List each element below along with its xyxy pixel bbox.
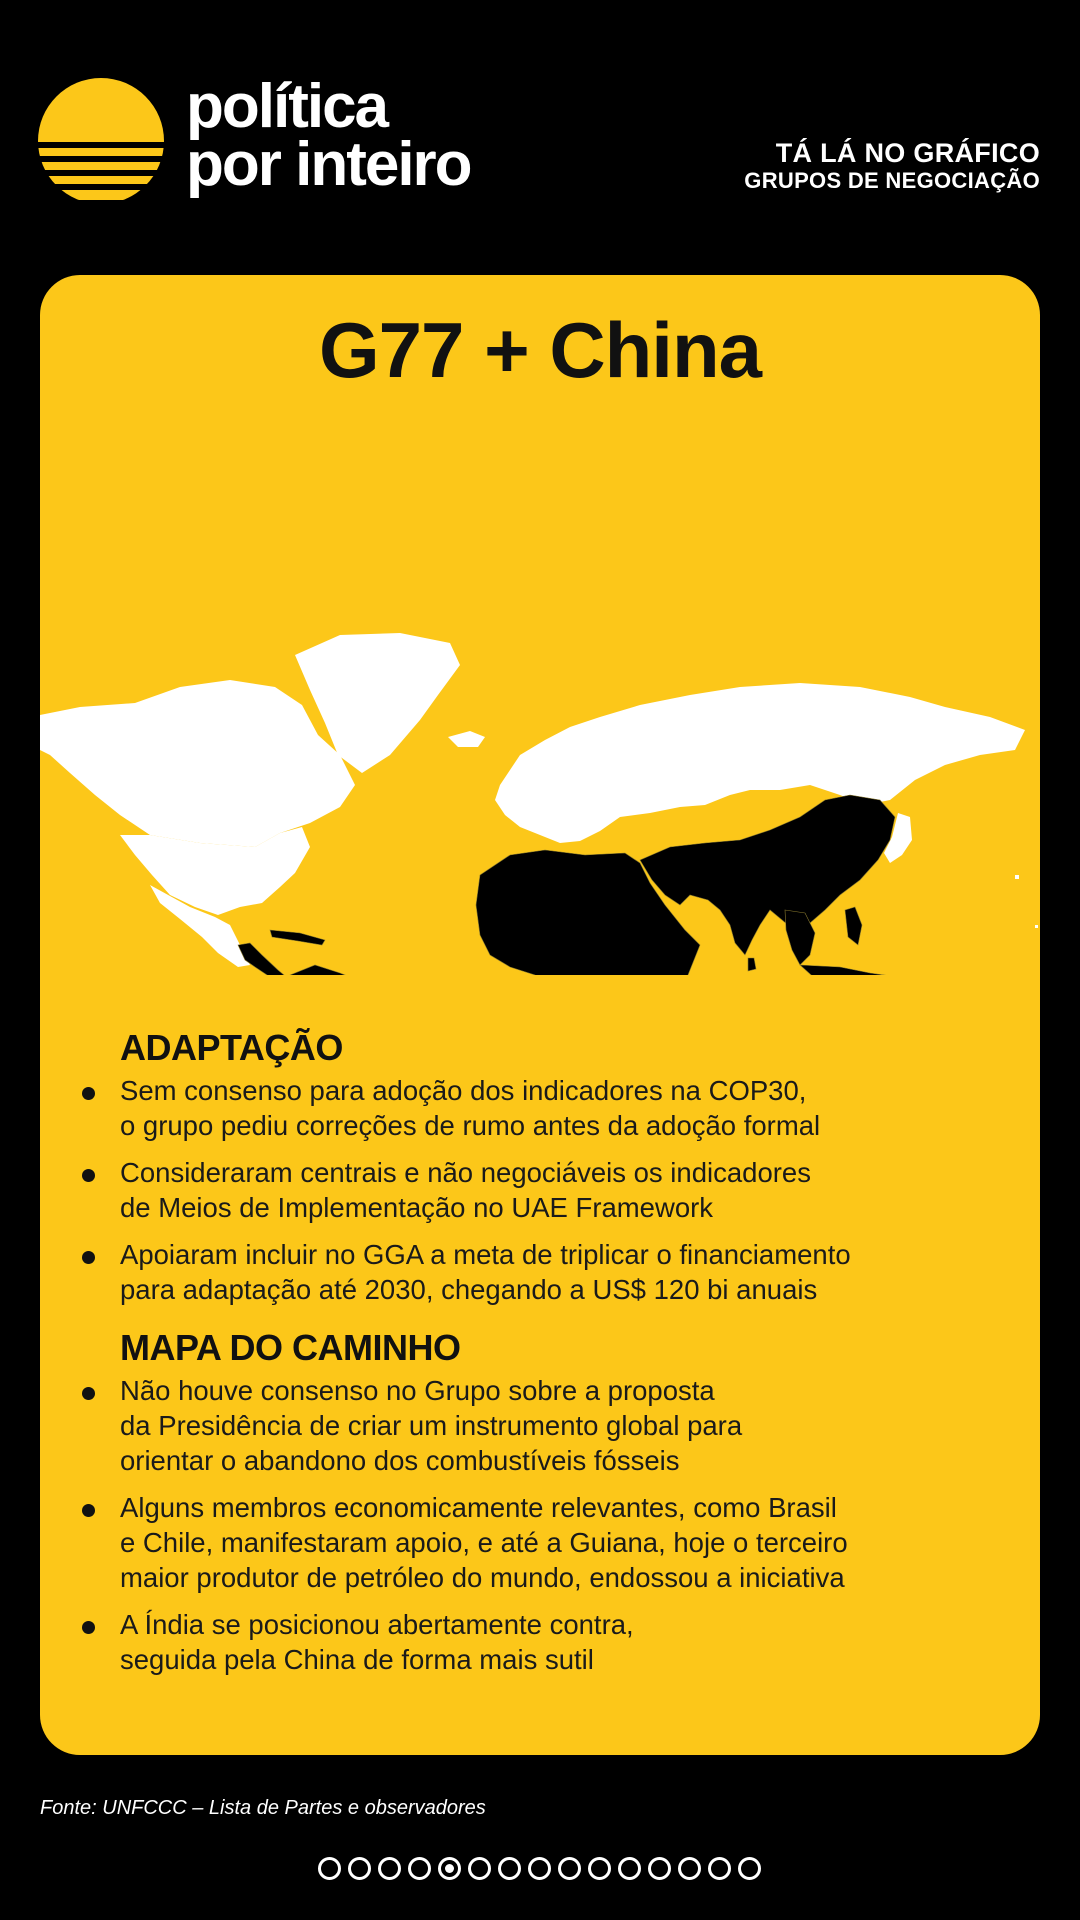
bullet-text: A Índia se posicionou abertamente contra, seguida pela China de forma mais sutil (120, 1609, 634, 1675)
bullet-list (120, 1073, 1000, 1307)
indonesia (800, 965, 935, 975)
pager-dot[interactable] (468, 1857, 491, 1880)
bullet-text: Não houve consenso no Grupo sobre a proposta da Presidência de criar um instrumento global para orientar o abandono dos combustíveis fósseis (120, 1375, 743, 1476)
bullet-item (120, 1373, 1000, 1478)
pager-dot[interactable] (558, 1857, 581, 1880)
brand-logo (38, 72, 538, 208)
pager-dot[interactable] (528, 1857, 551, 1880)
bullet-icon (82, 1169, 95, 1182)
bullet-icon (82, 1251, 95, 1264)
bullet-item (120, 1607, 1000, 1677)
bullet-icon (82, 1621, 95, 1634)
source-note: Fonte: UNFCCC – Lista de Partes e observadores (40, 1797, 486, 1819)
g77-member-countries (238, 795, 1004, 975)
header-tagline (744, 138, 1040, 194)
section-title: ADAPTAÇÃO (120, 1027, 343, 1068)
pager-dot[interactable] (378, 1857, 401, 1880)
pager-dot[interactable] (708, 1857, 731, 1880)
section-mapa-do-caminho (120, 1327, 1000, 1689)
bullet-icon (82, 1387, 95, 1400)
pager-dot[interactable] (738, 1857, 761, 1880)
pager-dot[interactable] (678, 1857, 701, 1880)
bullet-icon (82, 1504, 95, 1517)
pager-dot[interactable] (348, 1857, 371, 1880)
section-adaptacao (120, 1027, 1000, 1319)
central-america (238, 943, 290, 975)
pager-dot[interactable] (618, 1857, 641, 1880)
bullet-text: Consideraram centrais e não negociáveis os indicadores de Meios de Implementação no UAE Framework (120, 1157, 811, 1223)
pager-dot[interactable] (588, 1857, 611, 1880)
bullet-item (120, 1155, 1000, 1225)
bullet-item (120, 1073, 1000, 1143)
bullet-item (120, 1237, 1000, 1307)
bullet-list (120, 1373, 1000, 1677)
carousel-pager[interactable] (318, 1857, 761, 1881)
eurasia-north (495, 683, 1025, 843)
bullet-item (120, 1490, 1000, 1595)
pager-dot[interactable] (648, 1857, 671, 1880)
bullet-text: Apoiaram incluir no GGA a meta de triplicar o financiamento para adaptação até 2030, chegando a US$ 120 bi anuais (120, 1239, 851, 1305)
caribbean (270, 930, 325, 945)
header-kicker: TÁ LÁ NO GRÁFICO (775, 138, 1040, 168)
sri-lanka (748, 958, 756, 971)
philippines (845, 907, 862, 945)
bullet-text: Alguns membros economicamente relevantes, como Brasil e Chile, manifestaram apoio, e até a Guiana, hoje o terceiro maior produtor de petróleo do mundo, endossou a iniciativa (120, 1492, 848, 1593)
content-card (40, 275, 1040, 1755)
sun-logo-icon (38, 78, 164, 204)
pager-dot[interactable] (438, 1857, 461, 1880)
brand-name-line1: política (186, 72, 388, 141)
north-america-north (40, 680, 355, 847)
pager-dot[interactable] (408, 1857, 431, 1880)
brand-name (186, 72, 471, 199)
section-title: MAPA DO CAMINHO (120, 1327, 461, 1368)
world-map (40, 455, 1040, 975)
bullet-text: Sem consenso para adoção dos indicadores na COP30, o grupo pediu correções de rumo antes da adoção formal (120, 1075, 821, 1141)
pager-dot[interactable] (318, 1857, 341, 1880)
card-title: G77 + China (319, 306, 761, 394)
bullet-icon (82, 1087, 95, 1100)
south-america (276, 965, 412, 975)
brand-name-line2: por inteiro (186, 130, 471, 199)
iceland (448, 731, 485, 747)
pager-dot[interactable] (498, 1857, 521, 1880)
header-series: GRUPOS DE NEGOCIAÇÃO (744, 168, 1040, 193)
